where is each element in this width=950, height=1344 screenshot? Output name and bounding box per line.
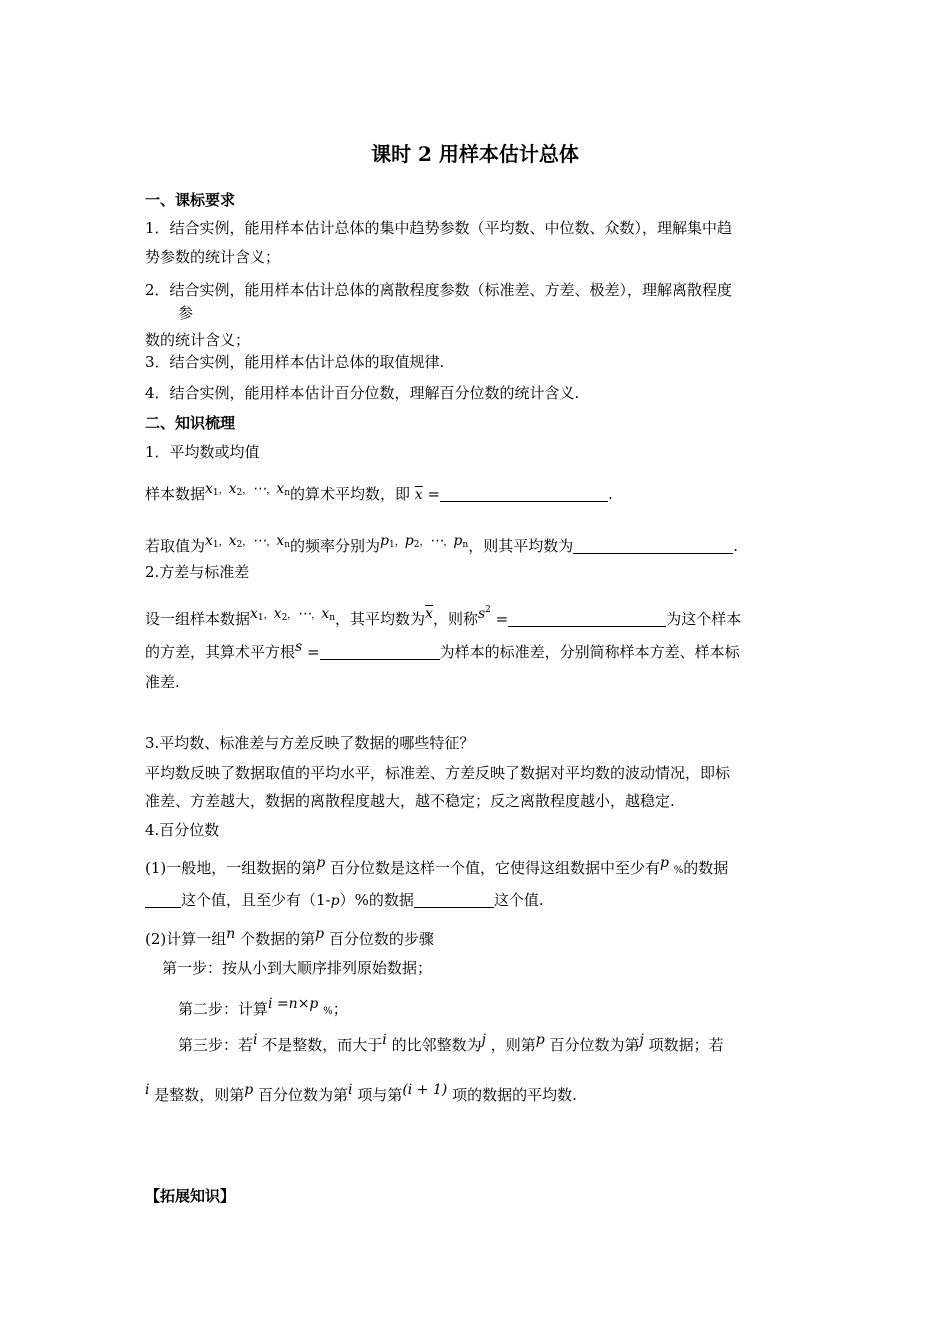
topic-features-heading: 3.平均数、标准差与方差反映了数据的哪些特征？ bbox=[145, 734, 475, 752]
step-3-continued: i 是整数，则第p 百分位数为第i 项与第(i + 1) 项的数据的平均数. bbox=[145, 1082, 577, 1104]
step-3: 第三步：若i 不是整数，而大于i 的比邻整数为j ，则第p 百分位数为第j 项数据；若 bbox=[178, 1032, 724, 1054]
blank-weighted-mean bbox=[573, 537, 733, 554]
variance-definition-line: 设一组样本数据x1，x2，⋯，xn，其平均数为$\overline{x}$，则称$s^2$ = 为这个样本 bbox=[145, 605, 742, 628]
blank-mean-formula bbox=[440, 485, 608, 502]
features-paragraph-b: 准差、方差越大，数据的离散程度越大，越不稳定；反之离散程度越小，越稳定. bbox=[145, 792, 675, 810]
step-2: 第二步：计算i =n×p %； bbox=[178, 996, 348, 1018]
requirement-2a: 2．结合实例，能用样本估计总体的离散程度参数（标准差、方差、极差），理解离散程度 bbox=[145, 281, 733, 299]
requirement-2b: 参 bbox=[178, 304, 194, 322]
page-title: 课时 2 用样本估计总体 bbox=[371, 142, 579, 166]
percentile-definition-line: (1)一般地，一组数据的第p 百分位数是这样一个值，它使得这组数据中至少有p %的数据 bbox=[145, 855, 729, 877]
blank-percentile-less bbox=[145, 891, 181, 908]
topic-variance-heading: 2.方差与标准差 bbox=[145, 563, 250, 581]
requirement-3: 3．结合实例，能用样本估计总体的取值规律. bbox=[145, 353, 445, 371]
weighted-mean-line: 若取值为x1，x2，⋯，xn的频率分别为p1，p2，⋯，pn，则其平均数为 . bbox=[145, 533, 738, 555]
topic-mean-heading: 1．平均数或均值 bbox=[145, 443, 260, 461]
percentile-definition-line-2: 这个值，且至少有（1-p）%的数据 这个值. bbox=[145, 890, 544, 911]
section-heading-extension: 【拓展知识】 bbox=[145, 1187, 236, 1205]
requirement-1a: 1．结合实例，能用样本估计总体的集中趋势参数（平均数、中位数、众数），理解集中趋 bbox=[145, 219, 733, 237]
requirement-4: 4．结合实例，能用样本估计百分位数，理解百分位数的统计含义. bbox=[145, 384, 580, 402]
blank-variance-formula bbox=[508, 610, 666, 627]
features-paragraph-a: 平均数反映了数据取值的平均水平，标准差、方差反映了数据对平均数的波动情况，即标 bbox=[145, 764, 731, 782]
blank-std-dev-formula bbox=[320, 643, 440, 660]
requirement-2c: 数的统计含义； bbox=[145, 331, 251, 349]
percentile-steps-heading: (2)计算一组n 个数据的第p 百分位数的步骤 bbox=[145, 926, 434, 948]
std-dev-line: 的方差，其算术平方根s = 为样本的标准差，分别简称样本方差、样本标 bbox=[145, 639, 740, 661]
requirement-1b: 势参数的统计含义； bbox=[145, 248, 281, 266]
blank-percentile-greater bbox=[414, 891, 494, 908]
step-1: 第一步：按从小到大顺序排列原始数据； bbox=[162, 959, 433, 977]
section-heading-knowledge: 二、知识梳理 bbox=[145, 414, 236, 432]
topic-percentile-heading: 4.百分位数 bbox=[145, 821, 220, 839]
section-heading-requirements: 一、课标要求 bbox=[145, 191, 236, 209]
std-dev-line-end: 准差. bbox=[145, 673, 180, 691]
mean-definition-line: 样本数据x1，x2，⋯，xn的算术平均数，即 $\overline{x}$ = . bbox=[145, 481, 613, 503]
